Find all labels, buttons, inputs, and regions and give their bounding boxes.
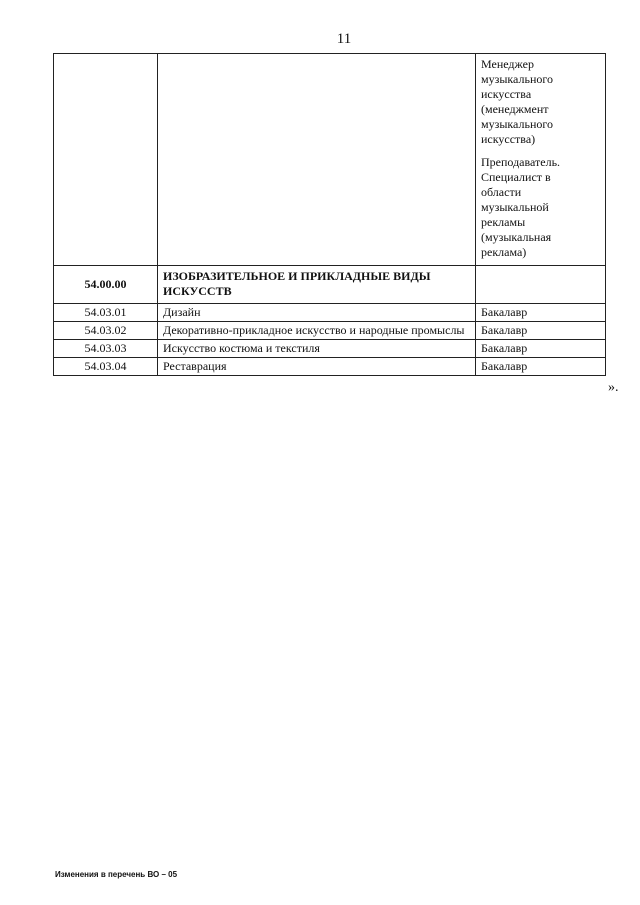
specialties-table xyxy=(53,53,606,376)
row-code: 54.03.03 xyxy=(54,340,158,358)
table-row xyxy=(54,340,606,358)
row-qualification: Бакалавр xyxy=(476,340,606,358)
closing-quote: ». xyxy=(608,380,619,395)
row-qualification: Бакалавр xyxy=(476,358,606,376)
cell-qualifications xyxy=(476,54,606,266)
table-row-group-heading xyxy=(54,266,606,304)
table-row xyxy=(54,358,606,376)
qualification-line: музыкального xyxy=(481,117,553,131)
footer-note: Изменения в перечень ВО – 05 xyxy=(55,870,178,879)
group-qualification xyxy=(476,266,606,304)
table-row xyxy=(54,322,606,340)
cell-code xyxy=(54,54,158,266)
group-name: ИЗОБРАЗИТЕЛЬНОЕ И ПРИКЛАДНЫЕ ВИДЫ ИСКУССТВ xyxy=(158,266,476,304)
qualification-line: Менеджер xyxy=(481,57,534,71)
qualification-line: (музыкальная xyxy=(481,230,552,244)
row-name: Декоративно-прикладное искусство и народные промыслы xyxy=(158,322,476,340)
qualification-line: Специалист в xyxy=(481,170,551,184)
row-code: 54.03.01 xyxy=(54,304,158,322)
table-row xyxy=(54,304,606,322)
qualification-line: Преподаватель. xyxy=(481,155,561,169)
group-code: 54.00.00 xyxy=(54,266,158,304)
cell-name xyxy=(158,54,476,266)
row-name: Реставрация xyxy=(158,358,476,376)
qualification-line: искусства) xyxy=(481,132,536,146)
qualification-line: реклама) xyxy=(481,245,527,259)
qualification-line: музыкального xyxy=(481,72,553,86)
qualification-line: рекламы xyxy=(481,215,526,229)
row-code: 54.03.02 xyxy=(54,322,158,340)
row-name: Искусство костюма и текстиля xyxy=(158,340,476,358)
row-code: 54.03.04 xyxy=(54,358,158,376)
qualification-line: музыкальной xyxy=(481,200,549,214)
table-row-continuation xyxy=(54,54,606,266)
row-name: Дизайн xyxy=(158,304,476,322)
qualification-line: области xyxy=(481,185,522,199)
qualification-line: искусства xyxy=(481,87,532,101)
qualification-line: (менеджмент xyxy=(481,102,549,116)
qualification-block-music-advertising xyxy=(481,151,600,264)
qualification-block-music-management xyxy=(481,55,600,151)
page-number: 11 xyxy=(336,31,352,47)
row-qualification: Бакалавр xyxy=(476,322,606,340)
row-qualification: Бакалавр xyxy=(476,304,606,322)
